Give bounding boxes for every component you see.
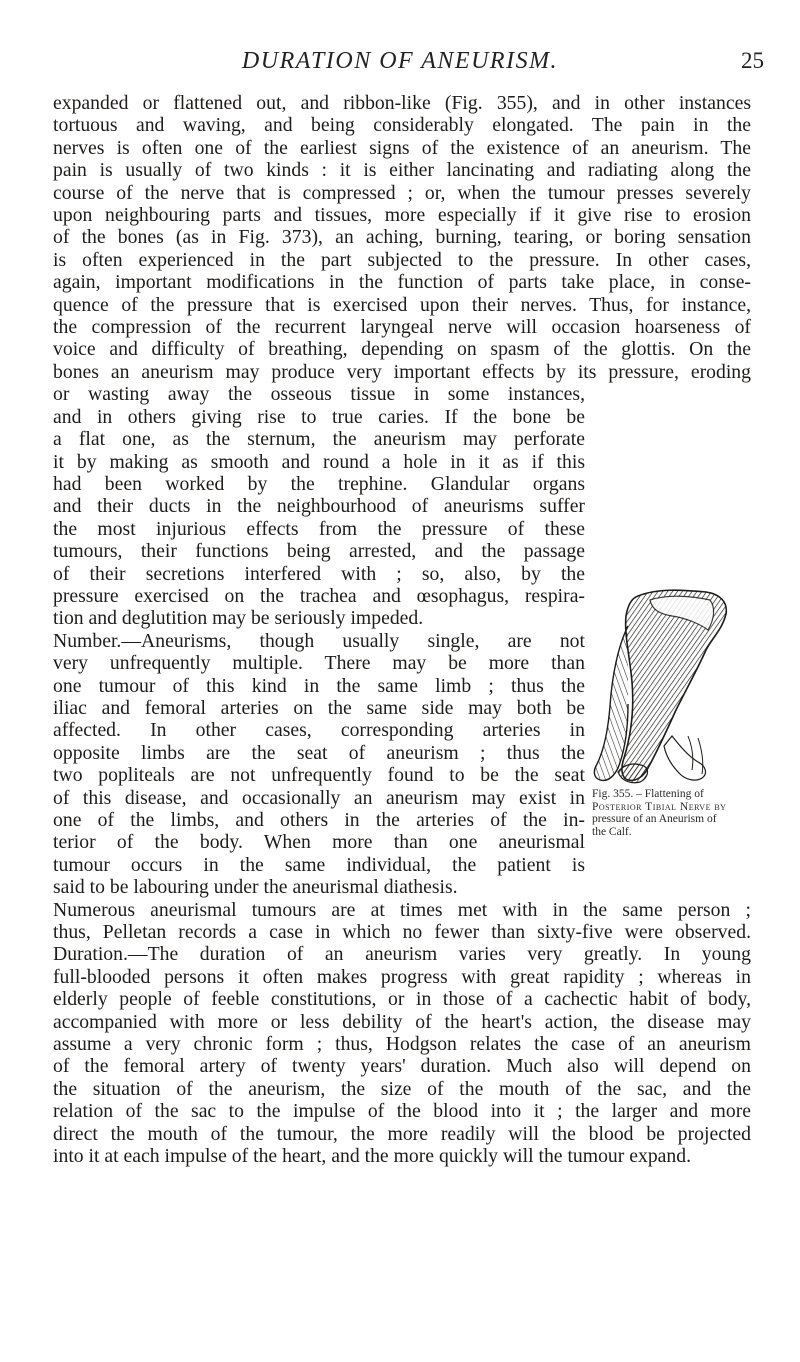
text-line: Numerous aneurismal tumours are at times met with in the same person ; xyxy=(53,898,751,921)
text-line: of their secretions interfered with ; so, also, by the xyxy=(53,562,585,585)
text-line: full-blooded persons it often makes progress with great rapidity ; whereas in xyxy=(53,965,751,988)
caption-line: Posterior Tibial Nerve by xyxy=(592,800,727,813)
text-line: Duration.—The duration of an aneurism varies very greatly. In young xyxy=(53,943,751,966)
left-tissue-shape xyxy=(594,626,628,780)
figure-drawing xyxy=(588,586,742,786)
page-number: 25 xyxy=(741,48,764,73)
text-line: thus, Pelletan records a case in which no fewer than sixty-five were observed. xyxy=(53,921,751,944)
text-line: of this disease, and occasionally an aneurism may exist in xyxy=(53,786,585,809)
text-line: and their ducts in the neighbourhood of aneurisms suffer xyxy=(53,495,585,518)
text-line: relation of the sac to the impulse of the blood into it ; the larger and more xyxy=(53,1100,751,1123)
text-line: again, important modifications in the function of parts take place, in conse- xyxy=(53,271,751,294)
text-line: of the bones (as in Fig. 373), an aching, burning, tearing, or boring sensation xyxy=(53,226,751,249)
text-line: the situation of the aneurism, the size of the mouth of the sac, and the xyxy=(53,1077,751,1100)
text-line: tumours, their functions being arrested, and the passage xyxy=(53,540,585,563)
text-line: affected. In other cases, corresponding arteries in xyxy=(53,719,585,742)
caption-line: Fig. 355. – Flattening of xyxy=(592,788,704,800)
text-line: tumour occurs in the same individual, the patient is xyxy=(53,853,585,876)
text-line: assume a very chronic form ; thus, Hodgson relates the case of an aneurism xyxy=(53,1033,751,1056)
text-line: of the femoral artery of twenty years' duration. Much also will depend on xyxy=(53,1055,751,1078)
text-line: one tumour of this kind in the same limb ; thus the xyxy=(53,674,585,697)
text-line: is often experienced in the part subjected to the pressure. In other cases, xyxy=(53,248,751,271)
text-line: pressure exercised on the trachea and œsophagus, respira- xyxy=(53,584,585,607)
figure-caption xyxy=(592,788,764,838)
text-line: expanded or flattened out, and ribbon-like (Fig. 355), and in other instances xyxy=(53,92,751,114)
text-line: had been worked by the trephine. Glandular organs xyxy=(53,472,585,495)
text-line: two popliteals are not unfrequently found to be the seat xyxy=(53,764,585,787)
text-line: elderly people of feeble constitutions, or in those of a cachectic habit of body, xyxy=(53,988,751,1011)
text-line: or wasting away the osseous tissue in some instances, xyxy=(53,383,585,406)
text-line: one of the limbs, and others in the arteries of the in- xyxy=(53,809,585,831)
text-line: and in others giving rise to true caries. If the bone be xyxy=(53,405,585,428)
text-line: nerves is often one of the earliest signs of the existence of an aneurism. The xyxy=(53,136,751,159)
figure-illustration xyxy=(588,586,742,786)
running-title: DURATION OF ANEURISM. xyxy=(241,48,559,74)
text-line: the compression of the recurrent laryngeal nerve will occasion hoarseness of xyxy=(53,316,751,339)
text-line: bones an aneurism may produce very important effects by its pressure, eroding xyxy=(53,360,751,383)
text-line: opposite limbs are the seat of aneurism ; thus the xyxy=(53,741,585,764)
text-line: terior of the body. When more than one aneurismal xyxy=(53,831,585,854)
text-line: pain is usually of two kinds : it is either lancinating and radiating along the xyxy=(53,159,751,182)
text-line: the most injurious effects from the pressure of these xyxy=(53,517,585,540)
text-line: accompanied with more or less debility of the heart's action, the disease may xyxy=(53,1010,751,1033)
text-line: tortuous and waving, and being considerably elongated. The pain in the xyxy=(53,114,751,137)
caption-line: the Calf. xyxy=(592,825,632,838)
text-line: said to be labouring under the aneurismal diathesis. xyxy=(53,876,458,899)
text-line: iliac and femoral arteries on the same side may both be xyxy=(53,696,585,719)
text-line: it by making as smooth and round a hole in it as if this xyxy=(53,450,585,473)
text-line: very unfrequently multiple. There may be more than xyxy=(53,652,585,675)
page-header xyxy=(0,48,800,84)
text-line: tion and deglutition may be seriously impeded. xyxy=(53,607,424,630)
text-line: course of the nerve that is compressed ; or, when the tumour presses severely xyxy=(53,181,751,204)
caption-line: pressure of an Aneurism of xyxy=(592,813,717,825)
text-line: Number.—Aneurisms, though usually single, are not xyxy=(53,629,585,652)
text-line: quence of the pressure that is exercised upon their nerves. Thus, for instance, xyxy=(53,293,751,316)
text-line: direct the mouth of the tumour, the more readily will the blood be projected xyxy=(53,1122,751,1145)
text-line: upon neighbouring parts and tissues, more especially if it give rise to erosion xyxy=(53,204,751,227)
text-line: into it at each impulse of the heart, and the more quickly will the tumour expand. xyxy=(53,1145,692,1168)
text-line: voice and difficulty of breathing, depending on spasm of the glottis. On the xyxy=(53,338,751,361)
text-line: a flat one, as the sternum, the aneurism may perforate xyxy=(53,428,585,451)
